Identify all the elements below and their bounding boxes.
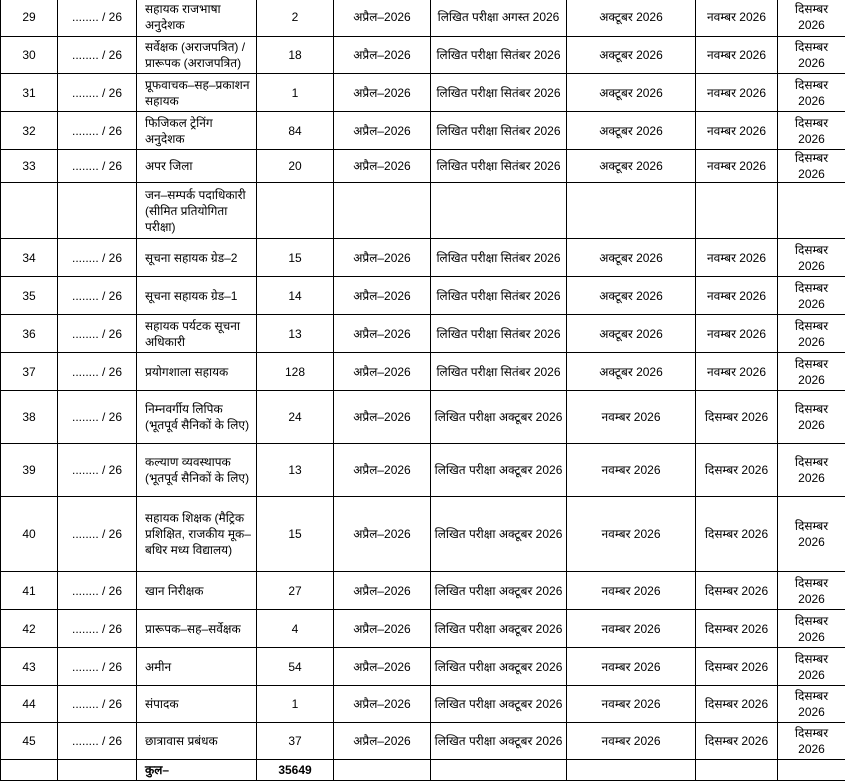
table-row (1, 648, 845, 686)
vacancy-count-cell (257, 183, 334, 239)
schedule-date-2-cell (696, 183, 778, 239)
table-row (1, 353, 845, 391)
exam-schedule-cell: लिखित परीक्षा अक्टूबर 2026 (431, 497, 567, 572)
serial-number-cell: 37 (1, 353, 58, 391)
table-row (1, 723, 845, 760)
table-row (1, 183, 845, 239)
empty-cell (334, 760, 431, 781)
post-name-cell: सहायक राजभाषा अनुदेशक (137, 0, 257, 37)
serial-number-cell: 40 (1, 497, 58, 572)
advertisement-ref-cell: ........ / 26 (58, 150, 137, 183)
serial-number-cell: 31 (1, 74, 58, 112)
advertisement-ref-cell: ........ / 26 (58, 497, 137, 572)
schedule-date-2-cell: नवम्बर 2026 (696, 353, 778, 391)
vacancy-count-cell: 2 (257, 0, 334, 37)
post-name-cell: प्रारूपक–सह–सर्वेक्षक (137, 610, 257, 648)
post-name-cell: जन–सम्पर्क पदाधिकारी (सीमित प्रतियोगिता परीक्षा) (137, 183, 257, 239)
advertisement-ref-cell: ........ / 26 (58, 444, 137, 497)
table-row (1, 150, 845, 183)
schedule-date-3-cell: दिसम्बर 2026 (778, 353, 845, 391)
exam-schedule-cell: लिखित परीक्षा अक्टूबर 2026 (431, 723, 567, 760)
schedule-date-3-cell: दिसम्बर 2026 (778, 150, 845, 183)
advertisement-ref-cell: ........ / 26 (58, 648, 137, 686)
schedule-date-1-cell: नवम्बर 2026 (567, 723, 696, 760)
advertisement-month-cell: अप्रैल–2026 (334, 444, 431, 497)
advertisement-month-cell: अप्रैल–2026 (334, 353, 431, 391)
serial-number-cell: 41 (1, 572, 58, 610)
exam-schedule-cell: लिखित परीक्षा सितंबर 2026 (431, 277, 567, 315)
advertisement-month-cell: अप्रैल–2026 (334, 0, 431, 37)
advertisement-ref-cell: ........ / 26 (58, 277, 137, 315)
advertisement-ref-cell (58, 183, 137, 239)
schedule-date-1-cell: अक्टूबर 2026 (567, 0, 696, 37)
advertisement-ref-cell: ........ / 26 (58, 74, 137, 112)
empty-cell (778, 760, 845, 781)
serial-number-cell: 43 (1, 648, 58, 686)
schedule-date-1-cell: अक्टूबर 2026 (567, 239, 696, 277)
schedule-date-3-cell: दिसम्बर 2026 (778, 112, 845, 150)
advertisement-month-cell: अप्रैल–2026 (334, 610, 431, 648)
exam-schedule-cell: लिखित परीक्षा अक्टूबर 2026 (431, 391, 567, 444)
vacancy-count-cell: 20 (257, 150, 334, 183)
post-name-cell: सूचना सहायक ग्रेड–1 (137, 277, 257, 315)
schedule-date-2-cell: दिसम्बर 2026 (696, 723, 778, 760)
schedule-date-2-cell: नवम्बर 2026 (696, 112, 778, 150)
post-name-cell: सूचना सहायक ग्रेड–2 (137, 239, 257, 277)
exam-schedule-cell: लिखित परीक्षा अगस्त 2026 (431, 0, 567, 37)
advertisement-month-cell: अप्रैल–2026 (334, 686, 431, 723)
vacancy-count-cell: 37 (257, 723, 334, 760)
vacancy-count-cell: 13 (257, 315, 334, 353)
advertisement-ref-cell: ........ / 26 (58, 315, 137, 353)
advertisement-ref-cell: ........ / 26 (58, 610, 137, 648)
advertisement-ref-cell: ........ / 26 (58, 391, 137, 444)
vacancy-count-cell: 54 (257, 648, 334, 686)
post-name-cell: प्रूफवाचक–सह–प्रकाशन सहायक (137, 74, 257, 112)
serial-number-cell: 38 (1, 391, 58, 444)
vacancy-count-cell: 24 (257, 391, 334, 444)
schedule-date-2-cell: नवम्बर 2026 (696, 74, 778, 112)
schedule-date-1-cell: नवम्बर 2026 (567, 497, 696, 572)
vacancy-count-cell: 4 (257, 610, 334, 648)
exam-schedule-cell (431, 183, 567, 239)
serial-number-cell: 35 (1, 277, 58, 315)
advertisement-ref-cell: ........ / 26 (58, 239, 137, 277)
exam-schedule-cell: लिखित परीक्षा अक्टूबर 2026 (431, 444, 567, 497)
schedule-date-3-cell: दिसम्बर 2026 (778, 74, 845, 112)
schedule-date-1-cell: अक्टूबर 2026 (567, 353, 696, 391)
serial-number-cell: 44 (1, 686, 58, 723)
post-name-cell: खान निरीक्षक (137, 572, 257, 610)
vacancy-count-cell: 18 (257, 37, 334, 74)
table-row (1, 610, 845, 648)
schedule-date-3-cell: दिसम्बर 2026 (778, 723, 845, 760)
schedule-date-3-cell: दिसम्बर 2026 (778, 686, 845, 723)
advertisement-ref-cell: ........ / 26 (58, 112, 137, 150)
advertisement-ref-cell: ........ / 26 (58, 723, 137, 760)
schedule-date-1-cell: नवम्बर 2026 (567, 648, 696, 686)
exam-schedule-cell: लिखित परीक्षा सितंबर 2026 (431, 353, 567, 391)
total-label: कुल– (137, 760, 257, 781)
total-row (1, 760, 845, 781)
schedule-date-2-cell: दिसम्बर 2026 (696, 572, 778, 610)
table-row (1, 0, 845, 37)
vacancy-count-cell: 1 (257, 686, 334, 723)
exam-schedule-cell: लिखित परीक्षा सितंबर 2026 (431, 150, 567, 183)
post-name-cell: फिजिकल ट्रेनिंग अनुदेशक (137, 112, 257, 150)
table-row (1, 239, 845, 277)
schedule-date-1-cell: अक्टूबर 2026 (567, 150, 696, 183)
schedule-date-2-cell: दिसम्बर 2026 (696, 686, 778, 723)
advertisement-month-cell: अप्रैल–2026 (334, 277, 431, 315)
schedule-date-3-cell: दिसम्बर 2026 (778, 0, 845, 37)
exam-schedule-cell: लिखित परीक्षा सितंबर 2026 (431, 112, 567, 150)
schedule-date-2-cell: नवम्बर 2026 (696, 315, 778, 353)
vacancy-count-cell: 84 (257, 112, 334, 150)
post-name-cell: संपादक (137, 686, 257, 723)
schedule-date-1-cell: नवम्बर 2026 (567, 610, 696, 648)
schedule-date-3-cell (778, 183, 845, 239)
schedule-date-2-cell: नवम्बर 2026 (696, 277, 778, 315)
post-name-cell: निम्नवर्गीय लिपिक (भूतपूर्व सैनिकों के लिए) (137, 391, 257, 444)
schedule-date-2-cell: नवम्बर 2026 (696, 239, 778, 277)
schedule-date-1-cell: नवम्बर 2026 (567, 444, 696, 497)
advertisement-month-cell (334, 183, 431, 239)
schedule-date-1-cell (567, 183, 696, 239)
advertisement-month-cell: अप्रैल–2026 (334, 112, 431, 150)
advertisement-ref-cell: ........ / 26 (58, 353, 137, 391)
serial-number-cell: 45 (1, 723, 58, 760)
schedule-date-1-cell: नवम्बर 2026 (567, 572, 696, 610)
exam-schedule-cell: लिखित परीक्षा सितंबर 2026 (431, 315, 567, 353)
post-name-cell: सर्वेक्षक (अराजपत्रित) / प्रारूपक (अराजपत्रित) (137, 37, 257, 74)
exam-schedule-cell: लिखित परीक्षा अक्टूबर 2026 (431, 648, 567, 686)
schedule-date-2-cell: नवम्बर 2026 (696, 37, 778, 74)
schedule-date-1-cell: नवम्बर 2026 (567, 686, 696, 723)
schedule-date-2-cell: नवम्बर 2026 (696, 0, 778, 37)
serial-number-cell: 34 (1, 239, 58, 277)
table-row (1, 497, 845, 572)
advertisement-month-cell: अप्रैल–2026 (334, 150, 431, 183)
table-row (1, 572, 845, 610)
table-row (1, 686, 845, 723)
post-name-cell: सहायक पर्यटक सूचना अधिकारी (137, 315, 257, 353)
vacancy-count-cell: 27 (257, 572, 334, 610)
empty-cell (567, 760, 696, 781)
empty-cell (1, 760, 58, 781)
serial-number-cell: 39 (1, 444, 58, 497)
exam-schedule-cell: लिखित परीक्षा अक्टूबर 2026 (431, 572, 567, 610)
table-body (1, 0, 845, 781)
post-name-cell: कल्याण व्यवस्थापक (भूतपूर्व सैनिकों के लिए) (137, 444, 257, 497)
table-row (1, 74, 845, 112)
post-name-cell: सहायक शिक्षक (मैट्रिक प्रशिक्षित, राजकीय मूक–बधिर मध्य विद्यालय) (137, 497, 257, 572)
schedule-date-3-cell: दिसम्बर 2026 (778, 391, 845, 444)
schedule-date-2-cell: दिसम्बर 2026 (696, 497, 778, 572)
schedule-date-3-cell: दिसम्बर 2026 (778, 572, 845, 610)
schedule-date-3-cell: दिसम्बर 2026 (778, 37, 845, 74)
exam-schedule-cell: लिखित परीक्षा अक्टूबर 2026 (431, 686, 567, 723)
advertisement-ref-cell: ........ / 26 (58, 0, 137, 37)
schedule-date-3-cell: दिसम्बर 2026 (778, 315, 845, 353)
empty-cell (431, 760, 567, 781)
advertisement-ref-cell: ........ / 26 (58, 686, 137, 723)
post-name-cell: प्रयोगशाला सहायक (137, 353, 257, 391)
advertisement-month-cell: अप्रैल–2026 (334, 391, 431, 444)
advertisement-month-cell: अप्रैल–2026 (334, 648, 431, 686)
serial-number-cell: 42 (1, 610, 58, 648)
schedule-date-1-cell: अक्टूबर 2026 (567, 112, 696, 150)
table-row (1, 112, 845, 150)
schedule-date-1-cell: अक्टूबर 2026 (567, 277, 696, 315)
advertisement-month-cell: अप्रैल–2026 (334, 315, 431, 353)
empty-cell (696, 760, 778, 781)
schedule-date-1-cell: अक्टूबर 2026 (567, 315, 696, 353)
serial-number-cell: 32 (1, 112, 58, 150)
schedule-date-1-cell: अक्टूबर 2026 (567, 37, 696, 74)
vacancy-count-cell: 15 (257, 239, 334, 277)
schedule-date-2-cell: दिसम्बर 2026 (696, 391, 778, 444)
advertisement-ref-cell: ........ / 26 (58, 37, 137, 74)
exam-schedule-cell: लिखित परीक्षा सितंबर 2026 (431, 37, 567, 74)
table-row (1, 444, 845, 497)
advertisement-month-cell: अप्रैल–2026 (334, 497, 431, 572)
serial-number-cell (1, 183, 58, 239)
advertisement-month-cell: अप्रैल–2026 (334, 74, 431, 112)
schedule-date-3-cell: दिसम्बर 2026 (778, 444, 845, 497)
advertisement-ref-cell: ........ / 26 (58, 572, 137, 610)
advertisement-month-cell: अप्रैल–2026 (334, 37, 431, 74)
table-row (1, 37, 845, 74)
vacancy-count-cell: 15 (257, 497, 334, 572)
schedule-date-2-cell: दिसम्बर 2026 (696, 444, 778, 497)
vacancy-count-cell: 14 (257, 277, 334, 315)
empty-cell (58, 760, 137, 781)
advertisement-month-cell: अप्रैल–2026 (334, 572, 431, 610)
serial-number-cell: 30 (1, 37, 58, 74)
table-row (1, 391, 845, 444)
post-name-cell: अमीन (137, 648, 257, 686)
total-value: 35649 (257, 760, 334, 781)
schedule-date-3-cell: दिसम्बर 2026 (778, 239, 845, 277)
vacancy-count-cell: 128 (257, 353, 334, 391)
vacancy-count-cell: 1 (257, 74, 334, 112)
schedule-date-1-cell: अक्टूबर 2026 (567, 74, 696, 112)
table-row (1, 277, 845, 315)
exam-schedule-cell: लिखित परीक्षा सितंबर 2026 (431, 239, 567, 277)
vacancy-count-cell: 13 (257, 444, 334, 497)
schedule-date-3-cell: दिसम्बर 2026 (778, 648, 845, 686)
exam-schedule-cell: लिखित परीक्षा अक्टूबर 2026 (431, 610, 567, 648)
serial-number-cell: 29 (1, 0, 58, 37)
post-name-cell: अपर जिला (137, 150, 257, 183)
serial-number-cell: 33 (1, 150, 58, 183)
serial-number-cell: 36 (1, 315, 58, 353)
schedule-date-2-cell: दिसम्बर 2026 (696, 610, 778, 648)
schedule-date-2-cell: दिसम्बर 2026 (696, 648, 778, 686)
exam-schedule-cell: लिखित परीक्षा सितंबर 2026 (431, 74, 567, 112)
schedule-date-3-cell: दिसम्बर 2026 (778, 277, 845, 315)
schedule-date-3-cell: दिसम्बर 2026 (778, 497, 845, 572)
schedule-date-1-cell: नवम्बर 2026 (567, 391, 696, 444)
schedule-date-2-cell: नवम्बर 2026 (696, 150, 778, 183)
post-name-cell: छात्रावास प्रबंधक (137, 723, 257, 760)
advertisement-month-cell: अप्रैल–2026 (334, 239, 431, 277)
table-row (1, 315, 845, 353)
advertisement-month-cell: अप्रैल–2026 (334, 723, 431, 760)
schedule-date-3-cell: दिसम्बर 2026 (778, 610, 845, 648)
